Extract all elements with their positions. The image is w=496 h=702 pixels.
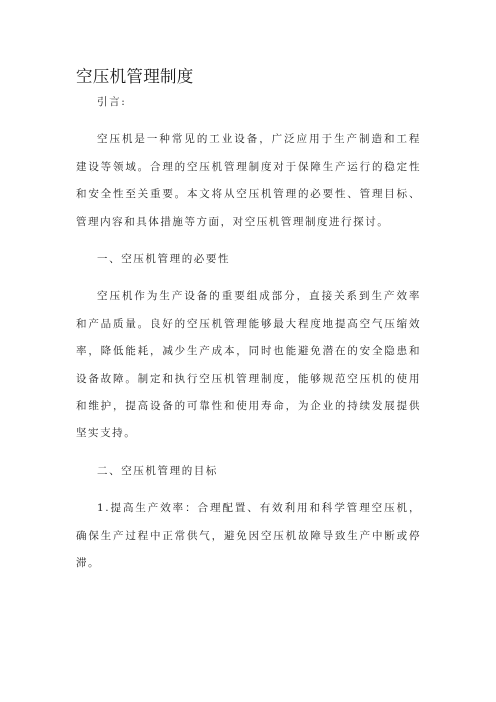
section-paragraph-2: 1.提高生产效率：合理配置、有效利用和科学管理空压机，确保生产过程中正常供气，避免因空压机故障导致生产中断或停滞。 [76, 502, 421, 570]
intro-label: 引言: [97, 96, 127, 108]
document-body [76, 89, 421, 578]
section-paragraph-1: 空压机作为生产设备的重要组成部分，直接关系到生产效率和产品质量。良好的空压机管理能够最大程度地提高空气压缩效率，降低能耗，减少生产成本，同时也能避免潜在的安全隐患和设备故障。制定和执行空压机管理制度，能够规范空压机的使用和维护，提高设备的可靠性和使用寿命，为企业的持续发展提供坚实支持。 [76, 290, 421, 440]
intro-paragraph: 空压机是一种常见的工业设备，广泛应用于生产制造和工程建设等领域。合理的空压机管理制度对于保障生产运行的稳定性和安全性至关重要。本文将从空压机管理的必要性、管理目标、管理内容和具体措施等方面，对空压机管理制度进行探讨。 [76, 133, 421, 228]
section-heading-2: 二、空压机管理的目标 [97, 464, 218, 477]
document-title: 空压机管理制度 [76, 67, 194, 86]
section-heading-1: 一、空压机管理的必要性 [97, 253, 231, 266]
